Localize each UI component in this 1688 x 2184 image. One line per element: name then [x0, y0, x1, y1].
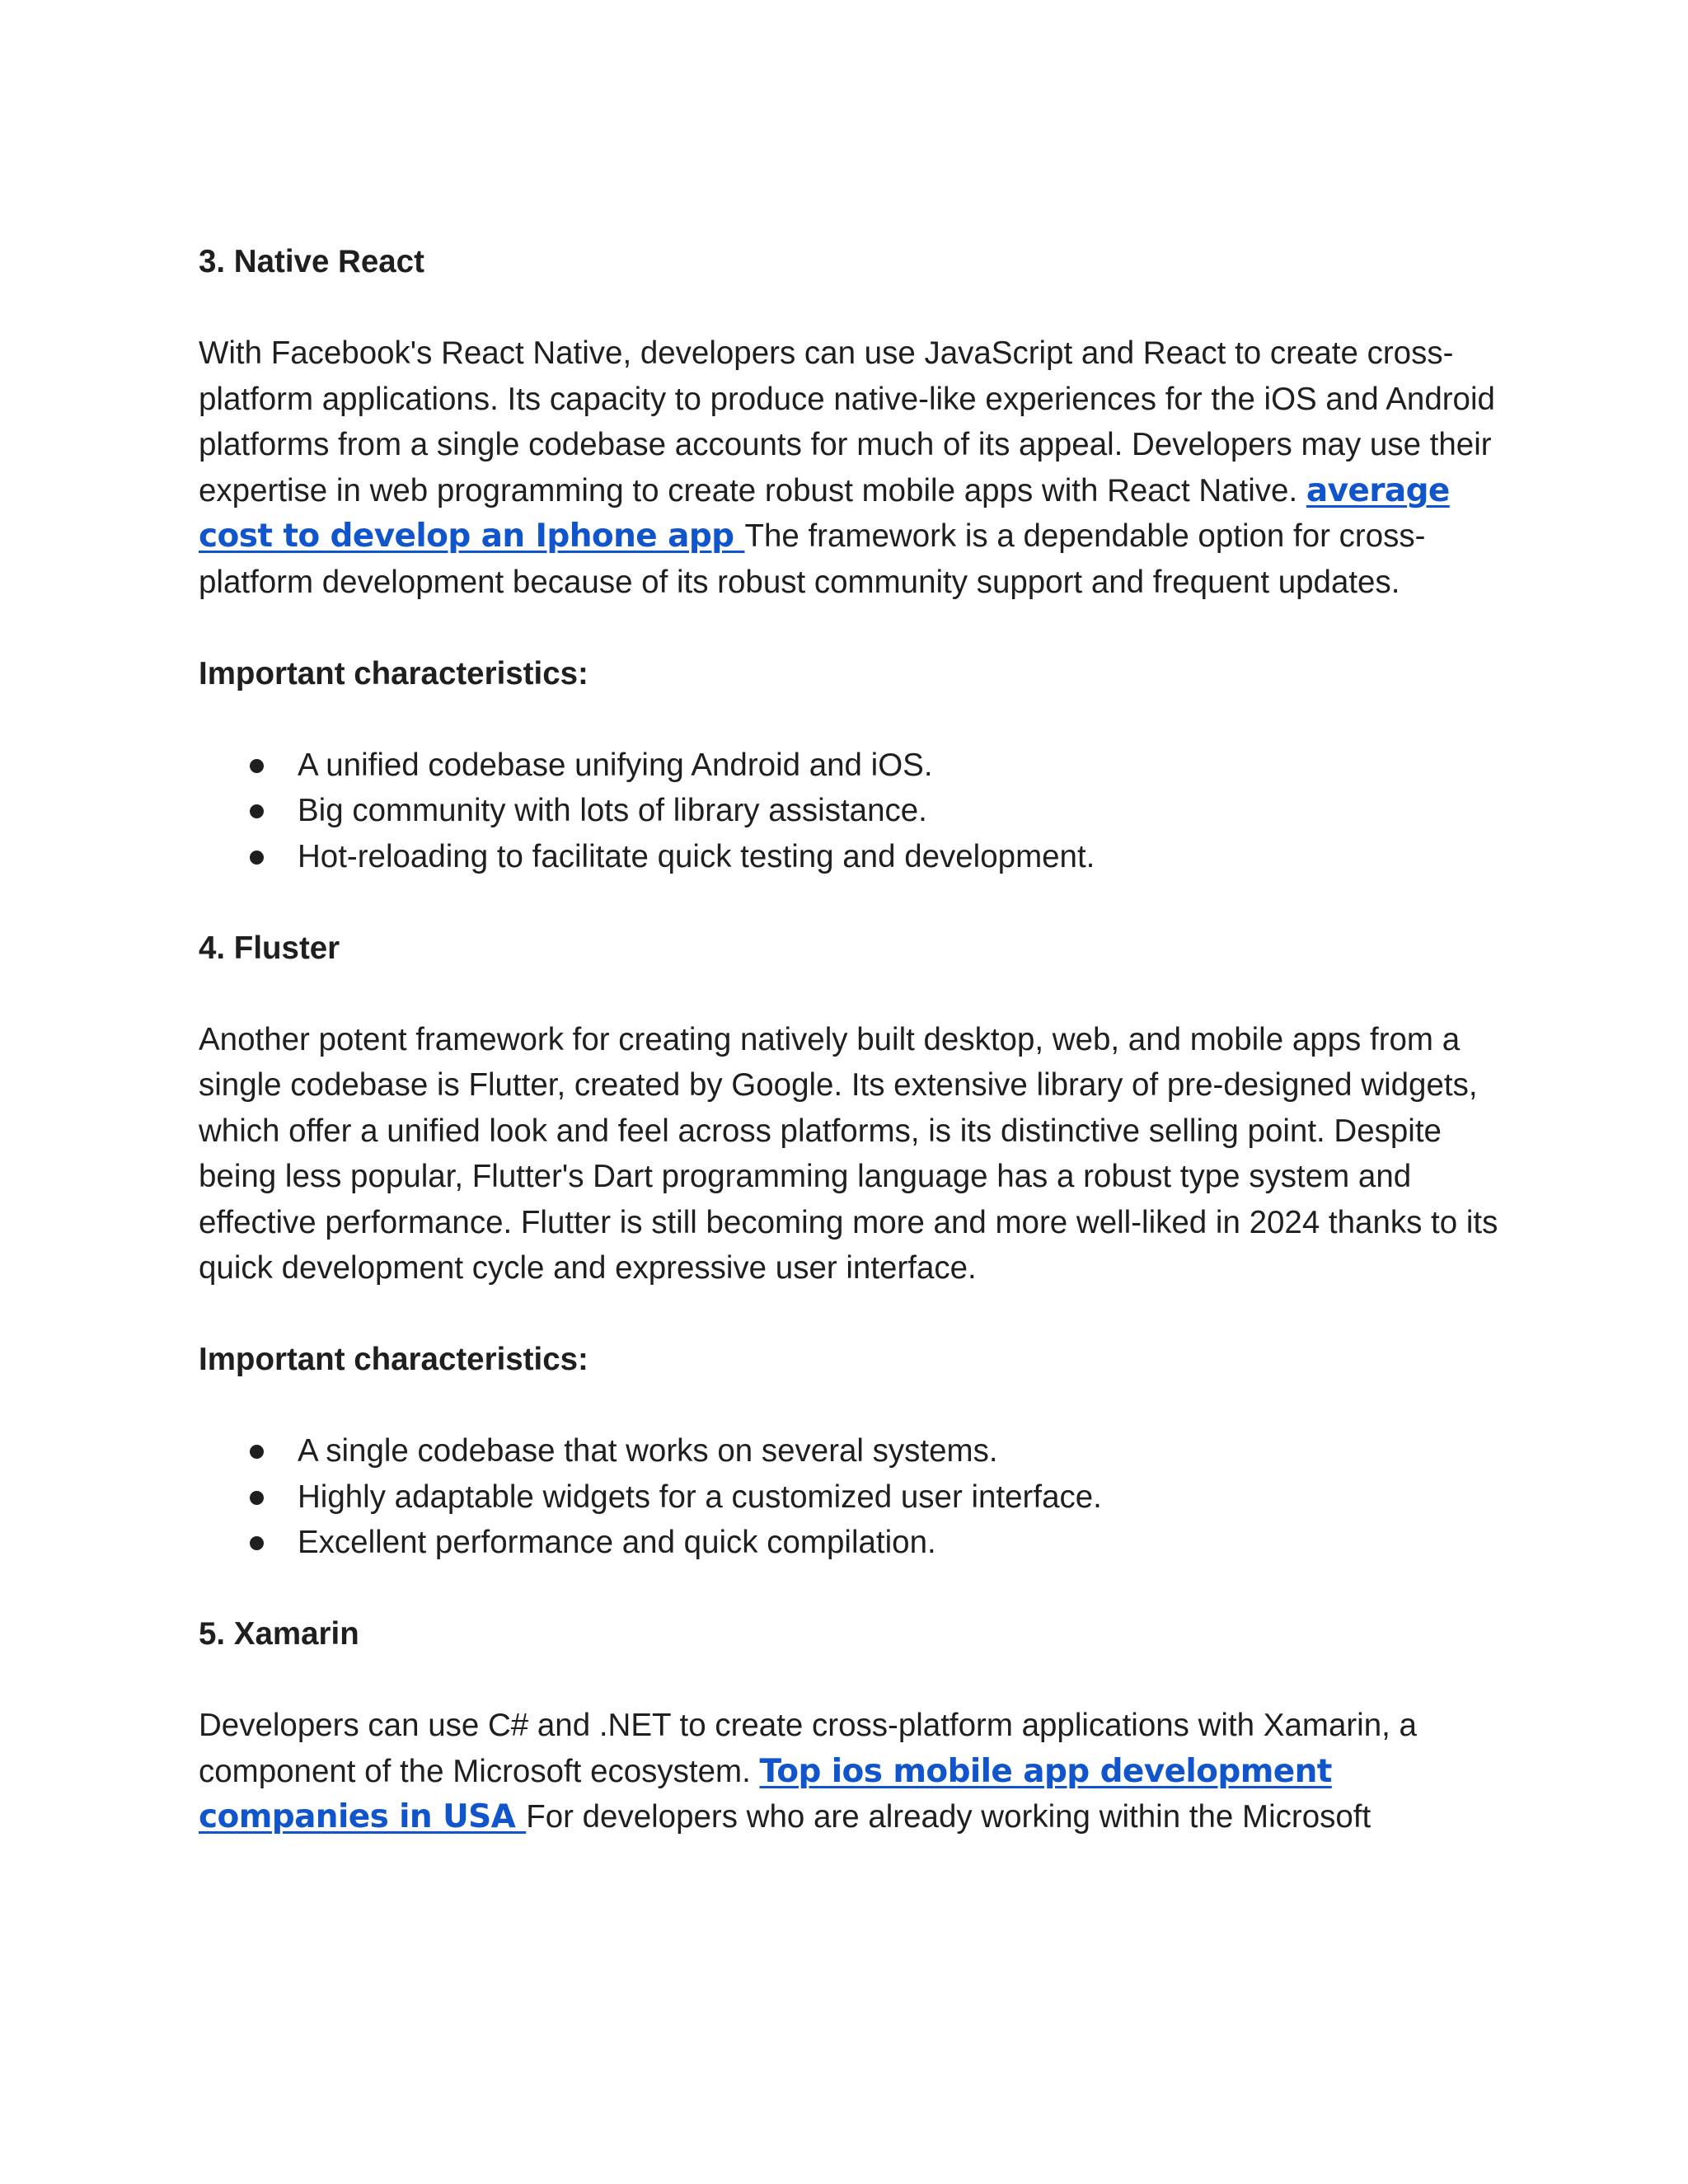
list-item [199, 1520, 1517, 1566]
bullet-icon [250, 851, 264, 865]
list-item-text: Highly adaptable widgets for a customized user interface. [298, 1479, 1102, 1515]
characteristics-list [199, 743, 1517, 880]
iphone-app-cost-link[interactable]: average cost to develop an Iphone app [199, 471, 1450, 555]
characteristics-list [199, 1428, 1517, 1566]
list-item-text: A unified codebase unifying Android and iOS. [298, 747, 933, 783]
characteristics-subheading: Important characteristics: [199, 655, 588, 691]
ios-companies-usa-link[interactable]: Top ios mobile app development companies in USA [199, 1752, 1332, 1835]
section-paragraph-native-react [199, 330, 1517, 605]
spacer [199, 1383, 1517, 1429]
section-heading-fluster: 4. Fluster [199, 930, 340, 966]
spacer [199, 879, 1517, 926]
bullet-icon [250, 1536, 264, 1550]
bullet-icon [250, 759, 264, 773]
list-item [199, 834, 1517, 880]
list-item-text: Hot-reloading to facilitate quick testing and development. [298, 838, 1095, 874]
section-paragraph-xamarin [199, 1703, 1517, 1840]
paragraph-text: Developers can use C# and .NET to create cross-platform applications with Xamarin, a component of the Microsoft ecosystem. [199, 1708, 1417, 1789]
bullet-icon [250, 804, 264, 818]
spacer [199, 605, 1517, 651]
characteristics-subheading: Important characteristics: [199, 1342, 588, 1377]
bullet-icon [250, 1445, 264, 1459]
spacer [199, 285, 1517, 331]
document-page [199, 239, 1517, 1840]
spacer [199, 1291, 1517, 1338]
section-heading-xamarin: 5. Xamarin [199, 1616, 359, 1652]
paragraph-text: With Facebook's React Native, developers can use JavaScript and React to create cross-platform applications. Its capacity to produce native-like experiences for the iOS and Android platforms from a single codebase accounts for much of its appeal. Developers may use their expertise in web programming to create robust mobile apps with React Native. [199, 335, 1495, 509]
list-item-text: Excellent performance and quick compilation. [298, 1525, 936, 1560]
list-item [199, 788, 1517, 834]
list-item [199, 1474, 1517, 1521]
spacer [199, 696, 1517, 743]
list-item [199, 1428, 1517, 1474]
spacer [199, 971, 1517, 1017]
paragraph-text: The framework is a dependable option for cross-platform development because of its robust community support and frequent updates. [199, 518, 1426, 600]
paragraph-text: For developers who are already working within the Microsoft [526, 1799, 1372, 1835]
section-heading-native-react: 3. Native React [199, 244, 424, 279]
list-item-text: A single codebase that works on several systems. [298, 1433, 998, 1469]
list-item [199, 743, 1517, 789]
bullet-icon [250, 1491, 264, 1505]
spacer [199, 1657, 1517, 1704]
spacer [199, 1566, 1517, 1612]
list-item-text: Big community with lots of library assistance. [298, 793, 927, 828]
section-paragraph-flutter: Another potent framework for creating natively built desktop, web, and mobile apps from a single codebase is Flutter, created by Google. Its extensive library of pre-designed widgets, which offer a unified look and feel across platforms, is its distinctive selling point. Despite being less popular, Flutter's Dart programming language has a robust type system and effective performance. Flutter is still becoming more and more well-liked in 2024 thanks to its quick development cycle and expressive user interface. [199, 1021, 1498, 1286]
